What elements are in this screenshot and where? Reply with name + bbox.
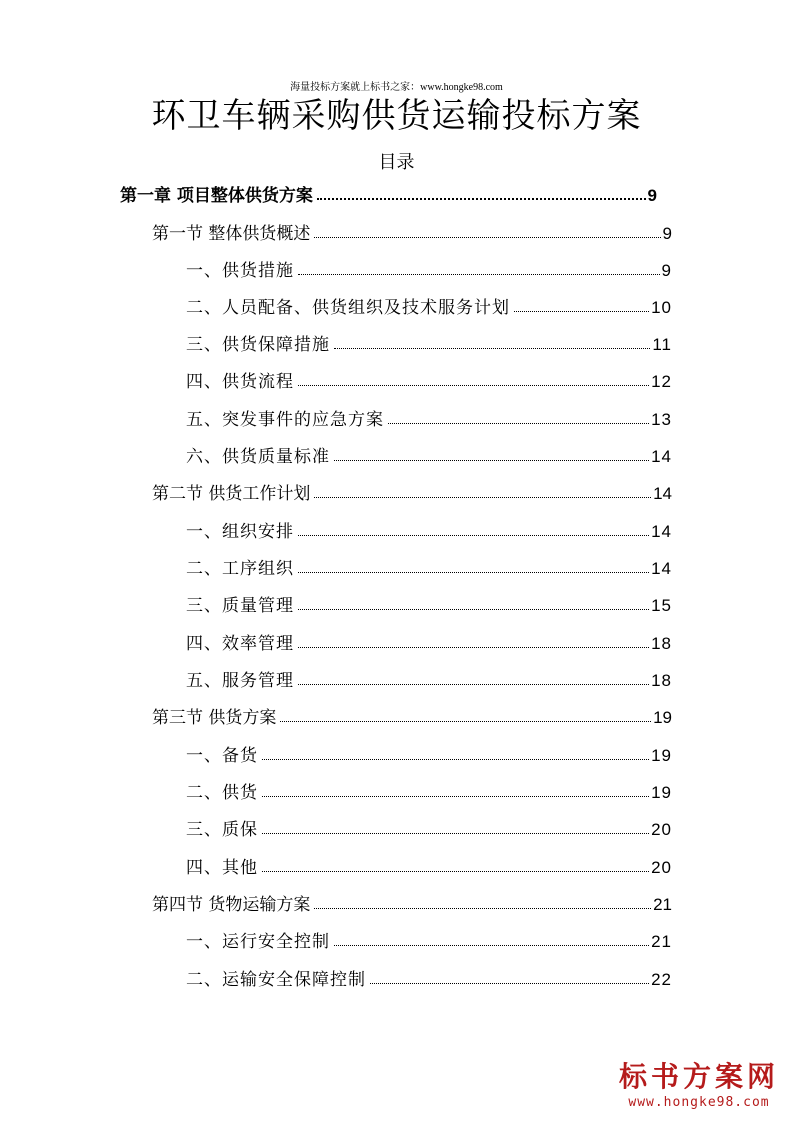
toc-leader-dots	[388, 423, 649, 424]
toc-leader-dots	[314, 237, 660, 238]
toc-leader-dots	[298, 385, 649, 386]
toc-entry-page: 21	[653, 895, 672, 914]
toc-entry-label: 第二节 供货工作计划	[152, 484, 311, 504]
toc-leader-dots	[334, 945, 649, 946]
toc-entry-page: 19	[651, 746, 672, 765]
toc-leader-dots	[298, 609, 649, 610]
toc-leader-dots	[262, 759, 649, 760]
toc-entry-page: 14	[651, 447, 672, 466]
toc-entry[interactable]	[186, 924, 672, 952]
toc-leader-dots	[262, 871, 649, 872]
toc-entry[interactable]	[186, 402, 672, 430]
toc-leader-dots	[298, 647, 649, 648]
toc-leader-dots	[298, 535, 649, 536]
toc-entry[interactable]	[152, 476, 672, 504]
toc-leader-dots	[314, 497, 651, 498]
toc-entry-page: 19	[653, 708, 672, 727]
toc-entry-page: 12	[651, 372, 672, 391]
toc-entry[interactable]	[186, 327, 672, 355]
toc-leader-dots	[334, 348, 650, 349]
toc-leader-dots	[280, 721, 651, 722]
toc-entry-page: 9	[661, 261, 672, 280]
toc-entry-page: 20	[651, 820, 672, 839]
toc-entry[interactable]	[186, 514, 672, 542]
toc-entry-label: 二、工序组织	[186, 559, 294, 579]
document-title: 环卫车辆采购供货运输投标方案	[151, 96, 642, 136]
toc-entry-page: 18	[651, 671, 672, 690]
toc-entry[interactable]	[186, 850, 672, 878]
watermark-logo	[619, 1055, 779, 1110]
toc-entry-label: 六、供货质量标准	[186, 447, 330, 467]
toc-entry-label: 第一章 项目整体供货方案	[120, 186, 313, 206]
toc-entry-page: 9	[647, 186, 657, 205]
toc-entry-label: 四、效率管理	[186, 634, 294, 654]
toc-entry-page: 13	[651, 410, 672, 429]
toc-entry[interactable]	[186, 775, 672, 803]
toc-entry-page: 9	[662, 224, 672, 243]
toc-entry-label: 二、运输安全保障控制	[186, 970, 366, 990]
toc-entry-label: 三、质量管理	[186, 596, 294, 616]
toc-entry-label: 一、运行安全控制	[186, 932, 330, 952]
toc-entry[interactable]	[186, 588, 672, 616]
toc-entry-label: 四、供货流程	[186, 372, 294, 392]
toc-leader-dots	[334, 460, 649, 461]
toc-entry-label: 二、供货	[186, 783, 258, 803]
toc-heading: 目录	[378, 152, 415, 173]
toc-entry-label: 第四节 货物运输方案	[152, 895, 311, 915]
toc-entry-label: 五、突发事件的应急方案	[186, 410, 384, 430]
toc-leader-dots	[262, 833, 649, 834]
toc-entry[interactable]	[152, 887, 672, 915]
toc-entry-page: 14	[651, 559, 672, 578]
toc-entry-page: 19	[651, 783, 672, 802]
toc-entry-label: 三、供货保障措施	[186, 335, 330, 355]
toc-entry[interactable]	[186, 812, 672, 840]
toc-entry-label: 三、质保	[186, 820, 258, 840]
toc-leader-dots	[298, 572, 649, 573]
toc-entry-page: 14	[651, 522, 672, 541]
toc-leader-dots	[314, 908, 651, 909]
toc-entry-label: 五、服务管理	[186, 671, 294, 691]
toc-entry-label: 二、人员配备、供货组织及技术服务计划	[186, 298, 510, 318]
toc-entry-page: 10	[651, 298, 672, 317]
toc-entry[interactable]	[186, 364, 672, 392]
watermark-url: www.hongke98.com	[628, 1095, 770, 1110]
toc-entry[interactable]	[152, 700, 672, 728]
toc-entry-label: 第一节 整体供货概述	[152, 224, 311, 244]
toc-entry-page: 14	[653, 484, 672, 503]
toc-leader-dots	[298, 274, 660, 275]
toc-leader-dots	[262, 796, 649, 797]
toc-entry[interactable]	[186, 253, 672, 281]
toc-leader-dots	[317, 198, 646, 200]
toc-entry[interactable]	[186, 663, 672, 691]
toc-entry[interactable]	[152, 216, 672, 244]
toc-entry[interactable]	[186, 551, 672, 579]
toc-entry[interactable]	[186, 738, 672, 766]
toc-entry-label: 第三节 供货方案	[152, 708, 277, 728]
toc-entry-page: 18	[651, 634, 672, 653]
toc-entry-page: 21	[651, 932, 672, 951]
toc-leader-dots	[514, 311, 649, 312]
toc-entry[interactable]	[186, 290, 672, 318]
toc-entry[interactable]	[186, 626, 672, 654]
toc-entry-page: 22	[651, 970, 672, 989]
toc-entry-page: 15	[651, 596, 672, 615]
toc-leader-dots	[298, 684, 649, 685]
toc-entry-page: 20	[651, 858, 672, 877]
toc-entry-label: 一、供货措施	[186, 261, 294, 281]
toc-entry[interactable]	[186, 439, 672, 467]
watermark-title: 标书方案网	[619, 1060, 780, 1093]
toc-entry-page: 11	[652, 335, 672, 354]
toc-entry[interactable]	[120, 178, 657, 206]
toc-entry-label: 四、其他	[186, 858, 258, 878]
toc-entry-label: 一、备货	[186, 746, 258, 766]
toc-leader-dots	[370, 983, 649, 984]
toc-entry-label: 一、组织安排	[186, 522, 294, 542]
header-note: 海量投标方案就上标书之家：www.hongke98.com	[290, 82, 503, 93]
toc-entry[interactable]	[186, 962, 672, 990]
